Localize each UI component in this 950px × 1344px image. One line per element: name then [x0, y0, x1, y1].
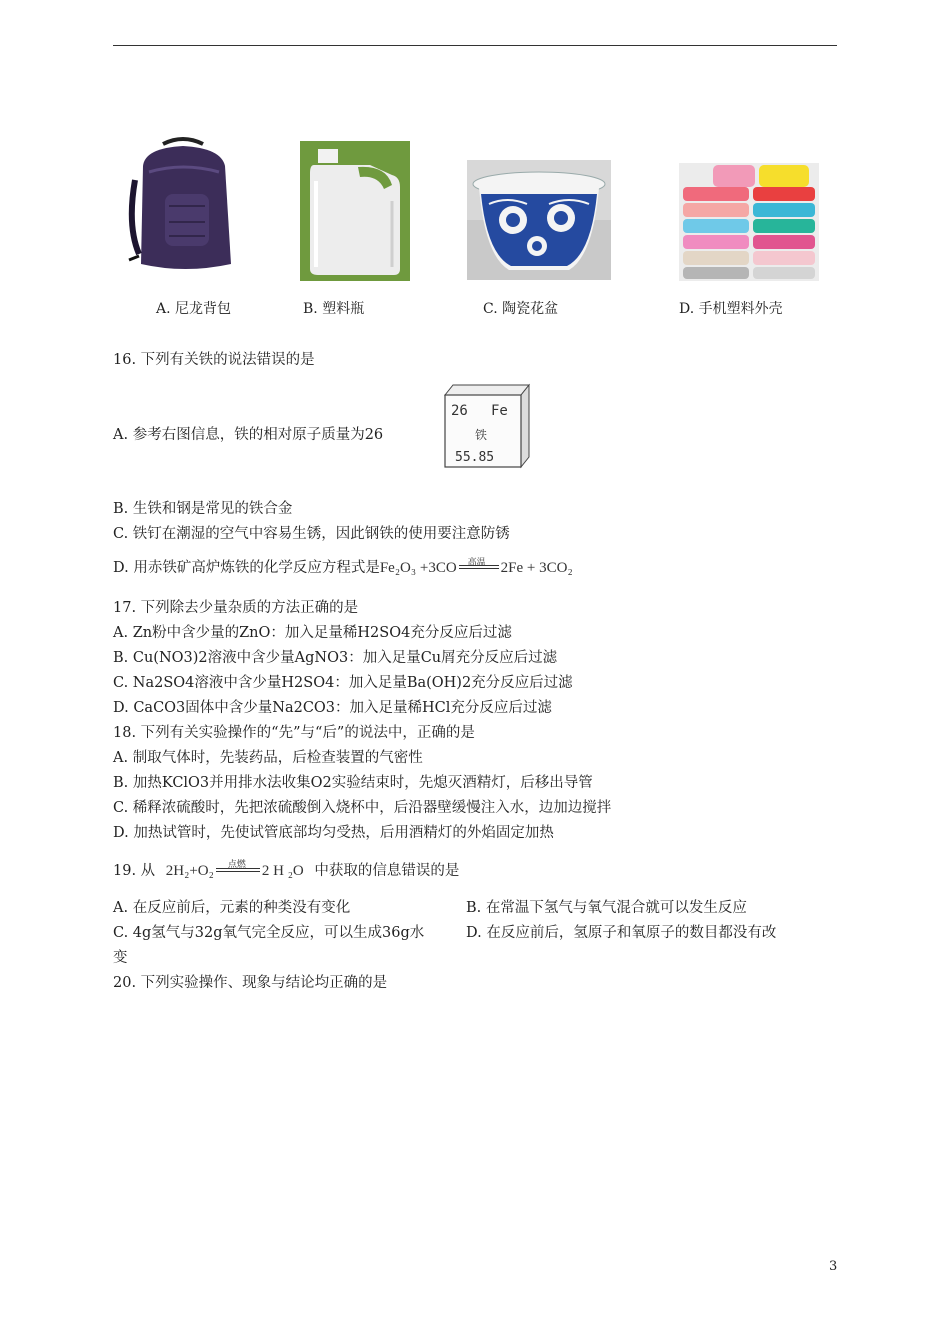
q20-stem: 20. 下列实验操作、现象与结论均正确的是 — [113, 975, 388, 991]
q17-option-c: C. Na2SO4溶液中含少量H2SO4：加入足量Ba(OH)2充分反应后过滤 — [113, 675, 573, 691]
q16-option-d — [113, 558, 573, 578]
element-symbol: Fe — [491, 403, 508, 419]
page-number: 3 — [829, 1259, 838, 1274]
q18-stem: 18. 下列有关实验操作的“先”与“后”的说法中，正确的是 — [113, 725, 475, 741]
reaction-arrow — [459, 556, 499, 576]
q19-option-d: D. 在反应前后，氢原子和氧原子的数目都没有改 — [466, 925, 777, 941]
reaction-arrow — [216, 858, 260, 879]
equation-bar — [459, 565, 499, 569]
q18-option-d: D. 加热试管时，先使试管底部均匀受热，后用酒精灯的外焰固定加热 — [113, 825, 554, 841]
smelting-equation — [379, 556, 573, 576]
q16-stem: 16. 下列有关铁的说法错误的是 — [113, 352, 315, 368]
q16-option-c: C. 铁钉在潮湿的空气中容易生锈，因此钢铁的使用要注意防锈 — [113, 526, 510, 542]
equation-products: 2Fe + 3CO₂ — [500, 560, 573, 576]
q19-option-b: B. 在常温下氢气与氧气混合就可以发生反应 — [466, 900, 747, 916]
caption-b: B. 塑料瓶 — [303, 301, 365, 317]
header-rule — [113, 45, 837, 46]
equation-bar — [216, 868, 260, 872]
q18-option-c: C. 稀释浓硫酸时，先把浓硫酸倒入烧杯中，后沿器壁缓慢注入水，边加边搅拌 — [113, 800, 612, 816]
equation-reactants: 2H₂+O₂ — [165, 863, 214, 879]
q18-option-a: A. 制取气体时，先装药品，后检查装置的气密性 — [113, 750, 423, 766]
q19-option-d-continued: 变 — [113, 950, 128, 966]
q17-stem: 17. 下列除去少量杂质的方法正确的是 — [113, 600, 359, 616]
equation-reactants: Fe₂O₃ +3CO — [379, 560, 457, 576]
equation-products: 2 H ₂O — [261, 863, 304, 879]
reaction-condition: 高温 — [467, 556, 486, 567]
caption-c: C. 陶瓷花盆 — [483, 301, 559, 317]
reaction-condition: 点燃 — [227, 858, 246, 869]
iron-element-tile — [441, 383, 533, 469]
q19-option-a: A. 在反应前后，元素的种类没有变化 — [113, 900, 351, 916]
phone-case-image — [679, 163, 819, 281]
q19-prefix: 19. 从 — [113, 863, 156, 879]
element-mass: 55.85 — [455, 450, 495, 465]
q17-option-b: B. Cu(NO3)2溶液中含少量AgNO3：加入足量Cu屑充分反应后过滤 — [113, 650, 558, 666]
plastic-bottle-image — [300, 141, 410, 281]
q16-option-b: B. 生铁和钢是常见的铁合金 — [113, 501, 293, 517]
nylon-backpack-image — [125, 136, 241, 276]
element-number: 26 — [451, 403, 468, 419]
caption-a: A. 尼龙背包 — [156, 301, 232, 317]
q16-option-a: A. 参考右图信息，铁的相对原子质量为26 — [113, 427, 384, 443]
q19-stem — [113, 858, 460, 881]
caption-d: D. 手机塑料外壳 — [679, 301, 783, 317]
q18-option-b: B. 加热KClO3并用排水法收集O2实验结束时，先熄灭酒精灯，后移出导管 — [113, 775, 593, 791]
ceramic-flowerpot-image — [467, 160, 611, 280]
q17-option-a: A. Zn粉中含少量的ZnO：加入足量稀H2SO4充分反应后过滤 — [113, 625, 512, 641]
q16-option-d-text: D. 用赤铁矿高炉炼铁的化学反应方程式是 — [113, 560, 380, 576]
combustion-equation — [165, 858, 304, 879]
q19-suffix: 中获取的信息错误的是 — [314, 863, 460, 879]
q17-option-d: D. CaCO3固体中含少量Na2CO3：加入足量稀HCl充分反应后过滤 — [113, 700, 552, 716]
element-name: 铁 — [475, 428, 488, 442]
q19-option-c: C. 4g氢气与32g氧气完全反应，可以生成36g水 — [113, 925, 425, 941]
